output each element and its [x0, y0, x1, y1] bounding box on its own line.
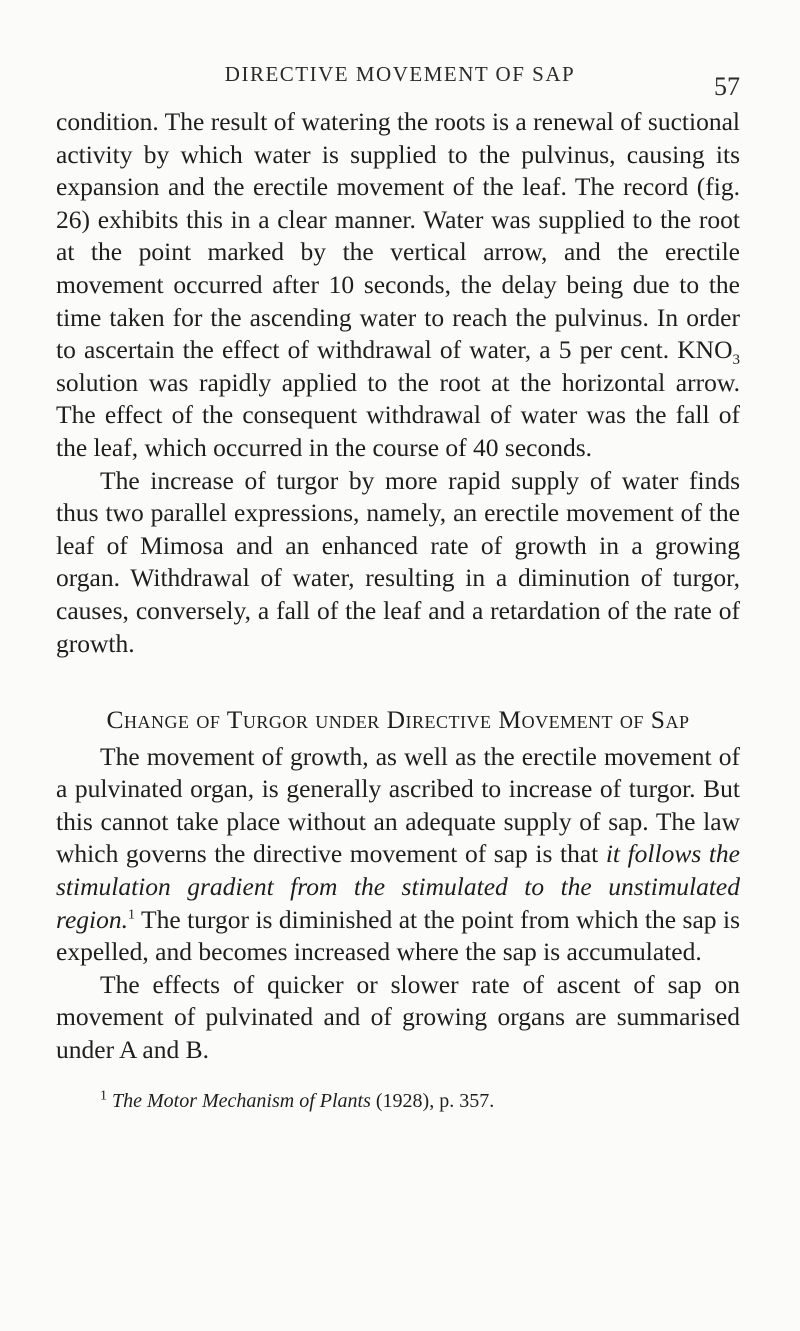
paragraph-1-text-cont: solution was rapidly applied to the root at the horizontal arrow. The effect of the consequent withdrawal of water was the fall of the leaf, which occurred in the course of 40 seconds.	[56, 367, 740, 462]
footnote	[56, 1089, 740, 1113]
paragraph-1	[56, 106, 740, 465]
paragraph-3	[56, 741, 740, 969]
paragraph-1-text: condition. The result of watering the roots is a renewal of suctional activity by which water is supplied to the pulvinus, causing its expansion and the erectile movement of the leaf. The record (fig. 26) exhibits this in a clear manner. Water was supplied to the root at the point marked by the vertical arrow, and the erectile movement occurred after 10 seconds, the delay being due to the time taken for the ascending water to reach the pulvinus. In order to ascertain the effect of withdrawal of water, a 5 per cent. KNO	[56, 107, 740, 365]
paragraph-2: The increase of turgor by more rapid supply of water finds thus two parallel expressions, namely, an erectile movement of the leaf of Mimosa and an enhanced rate of growth in a growing organ. Withdrawal of water, resulting in a diminution of turgor, causes, conversely, a fall of the leaf and a retardation of the rate of growth.	[56, 465, 740, 658]
running-head: DIRECTIVE MOVEMENT OF SAP	[224, 62, 576, 86]
footnote-ref[interactable]: 1	[128, 907, 136, 923]
footnote-citation: (1928), p. 357.	[370, 1089, 495, 1112]
paragraph-3-text: The movement of growth, as well as the erectile movement of a pulvinated organ, is generally ascribed to increase of turgor. But this cannot take place without an adequate supply of sap. The law which governs the directive movement of sap is that	[56, 741, 740, 869]
paragraph-3-text-cont: The turgor is diminished at the point from which the sap is expelled, and becomes increased where the sap is accumulated.	[56, 904, 740, 967]
paragraph-4: The effects of quicker or slower rate of ascent of sap on movement of pulvinated and of growing organs are summarised under A and B.	[56, 969, 740, 1065]
body-text	[56, 106, 740, 1113]
footnote-book-title: The Motor Mechanism of Plants	[112, 1089, 371, 1112]
law-statement: it follows the stimulation gradient from the stimulated to the unstimulated region.	[56, 839, 740, 934]
chemical-subscript: 3	[732, 352, 740, 369]
footnote-marker: 1	[100, 1087, 107, 1103]
section-heading: Change of Turgor under Directive Movement of Sap	[106, 705, 690, 735]
page-number: 57	[714, 72, 740, 101]
